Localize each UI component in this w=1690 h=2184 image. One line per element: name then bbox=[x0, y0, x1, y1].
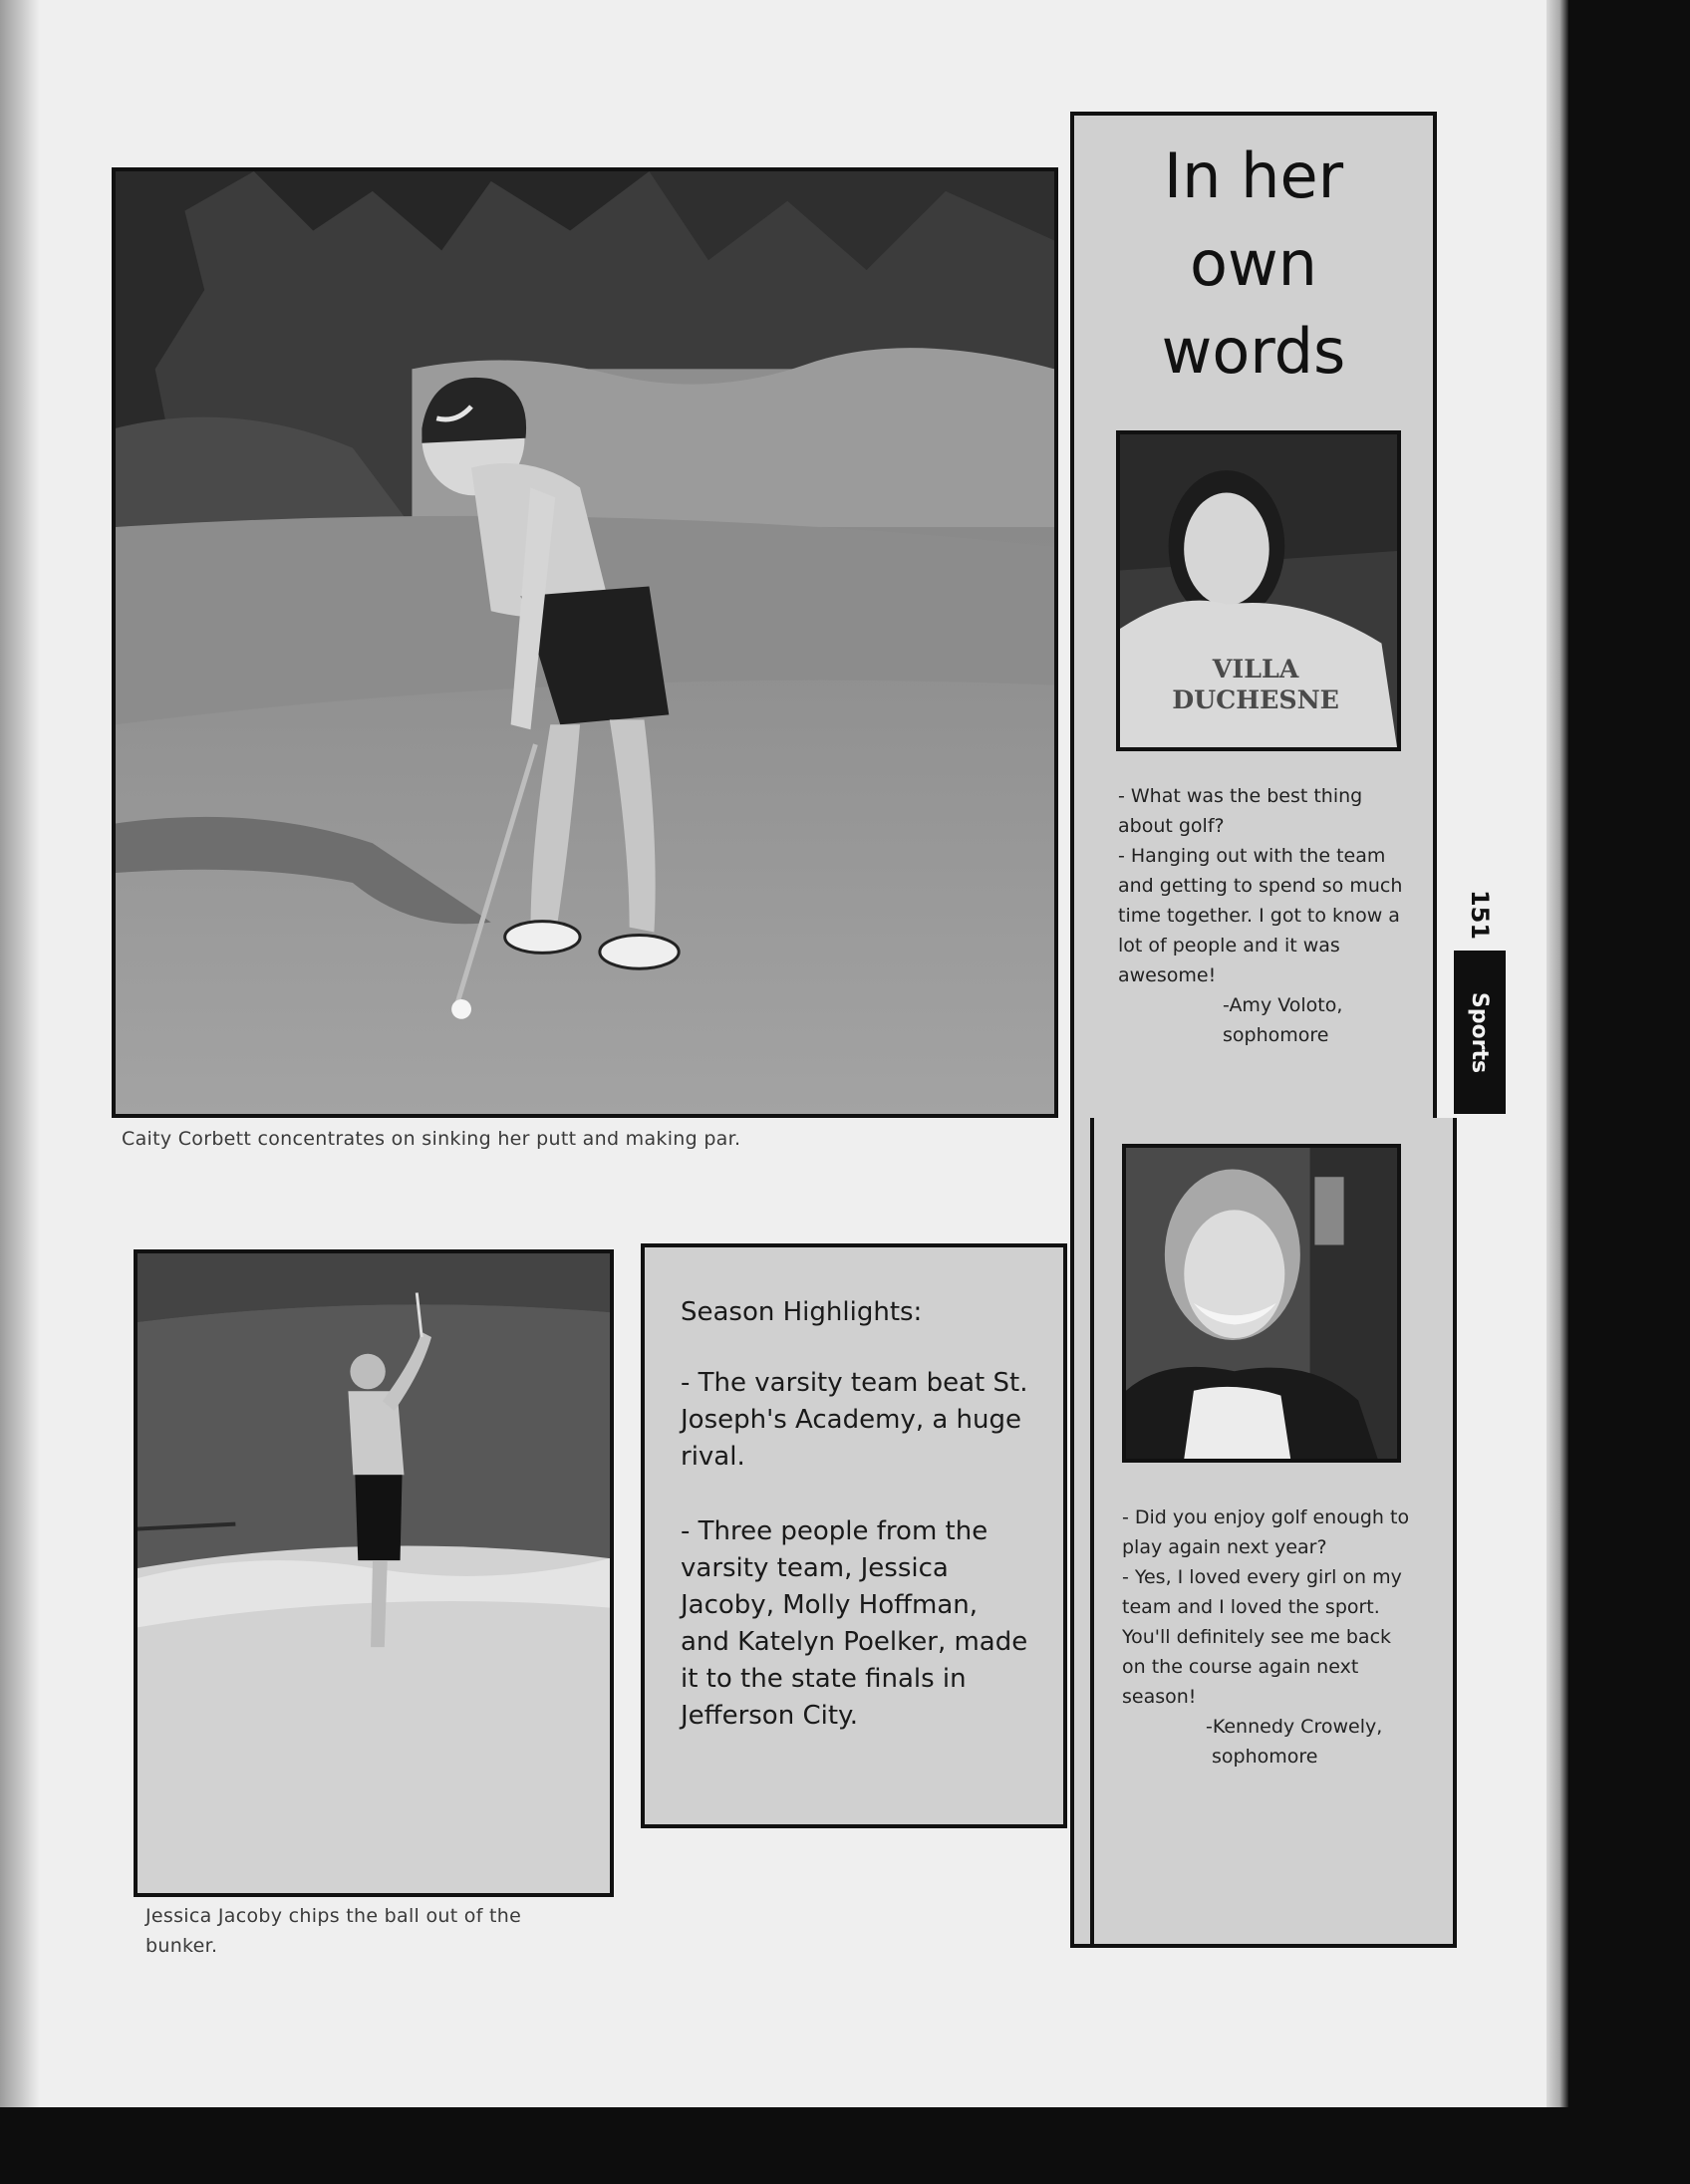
interview-2-grade: sophomore bbox=[1212, 1746, 1318, 1768]
putting-scene bbox=[116, 171, 1054, 1114]
interview-1-name: -Amy Voloto, bbox=[1223, 994, 1343, 1016]
sidebar-title-line-3: words bbox=[1161, 315, 1346, 388]
villa-text: VILLA bbox=[1212, 653, 1299, 683]
page-number-tab bbox=[1454, 879, 1506, 951]
portrait-2-scene bbox=[1126, 1148, 1397, 1459]
interview-2 bbox=[1122, 1502, 1411, 1772]
interview-2-answer: - Yes, I loved every girl on my team and I loved the sport. You'll definitely see me back on the course again next season! bbox=[1122, 1566, 1402, 1708]
main-photo-caption: Caity Corbett concentrates on sinking her putt and making par. bbox=[122, 1128, 741, 1150]
interview-2-name: -Kennedy Crowely, bbox=[1206, 1716, 1383, 1738]
interview-1 bbox=[1118, 781, 1407, 1050]
season-highlights-box bbox=[641, 1243, 1067, 1828]
interviewee-1-portrait bbox=[1116, 430, 1401, 751]
interview-1-question: - What was the best thing about golf? bbox=[1118, 785, 1363, 837]
sidebar-title-line-2: own bbox=[1190, 227, 1317, 300]
season-highlights-title: Season Highlights: bbox=[681, 1297, 923, 1327]
golfer-bunker-photo bbox=[134, 1249, 614, 1897]
page-number: 151 bbox=[1465, 889, 1494, 941]
bunker-photo-caption bbox=[145, 1901, 624, 1961]
golfer-putting-photo bbox=[112, 167, 1058, 1118]
highlight-item-1: - The varsity team beat St. Joseph's Academy, a huge rival. bbox=[681, 1368, 1028, 1472]
interview-1-answer: - Hanging out with the team and getting to spend so much time together. I got to know a lot of people and it was awesome! bbox=[1118, 845, 1403, 986]
portrait-1-scene bbox=[1120, 434, 1397, 747]
duchesne-text: DUCHESNE bbox=[1172, 683, 1339, 715]
page-edge bbox=[1547, 0, 1568, 2107]
section-label: Sports bbox=[1467, 991, 1493, 1073]
bunker-caption-line-1: Jessica Jacoby chips the ball out of the bbox=[145, 1905, 522, 1927]
highlight-item-2: - Three people from the varsity team, Jessica Jacoby, Molly Hoffman, and Katelyn Poelker, made it to the state finals in Jefferson City. bbox=[681, 1516, 1028, 1731]
bunker-scene bbox=[138, 1253, 610, 1893]
sidebar-title-line-1: In her bbox=[1163, 139, 1344, 212]
section-tab bbox=[1454, 951, 1506, 1114]
interview-2-question: - Did you enjoy golf enough to play again next year? bbox=[1122, 1506, 1410, 1558]
interview-1-grade: sophomore bbox=[1223, 1024, 1329, 1046]
bunker-caption-line-2: bunker. bbox=[145, 1935, 218, 1957]
binding-shadow bbox=[0, 0, 40, 2107]
interviewee-2-portrait bbox=[1122, 1144, 1401, 1463]
